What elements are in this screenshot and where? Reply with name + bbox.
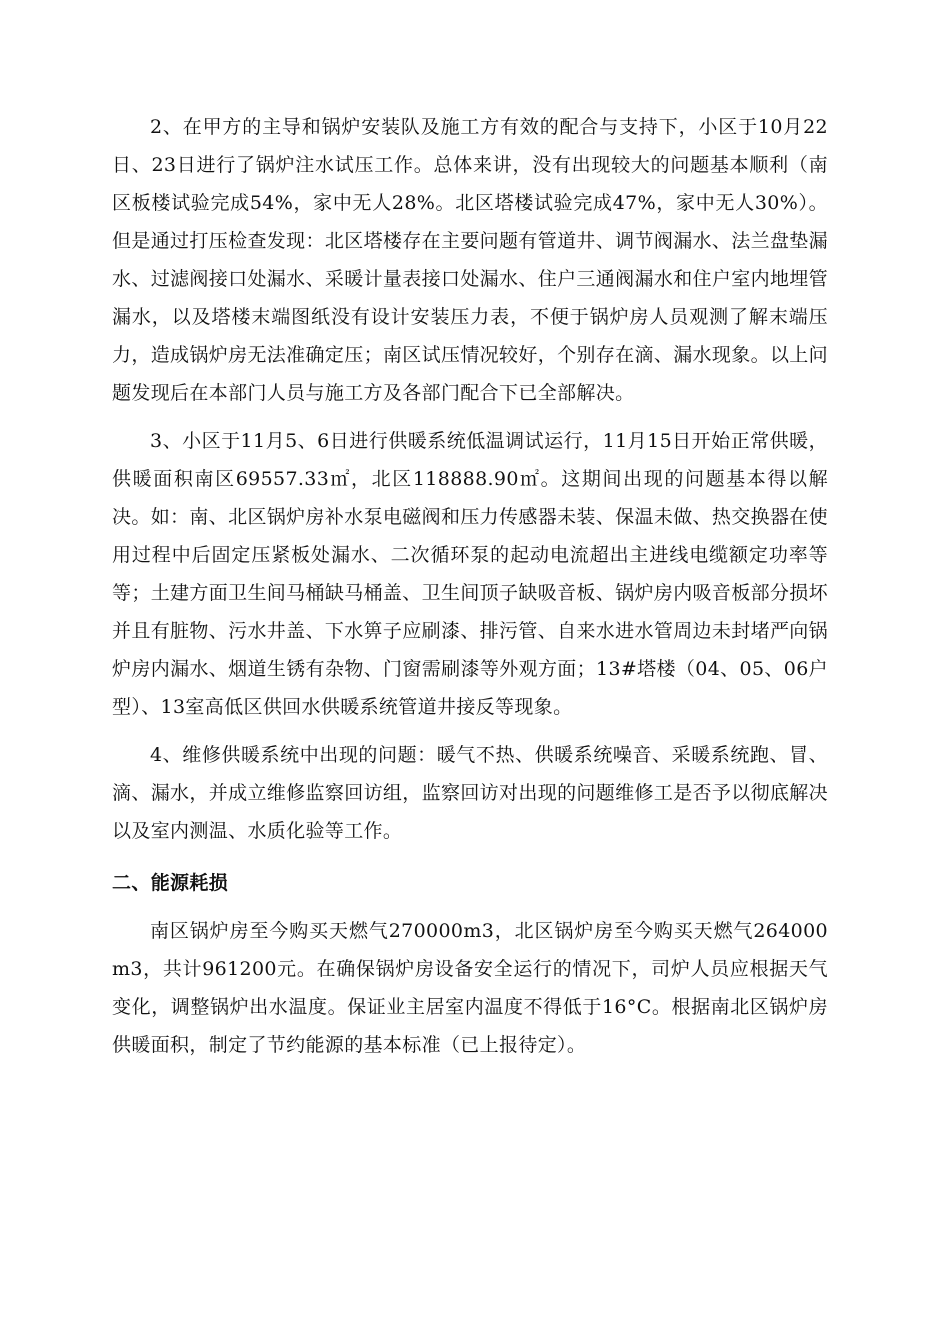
paragraph-item-3: 3、小区于11月5、6日进行供暖系统低温调试运行，11月15日开始正常供暖，供暖面积南区69557.33㎡，北区118888.90㎡。这期间出现的问题基本得以解决。如：南、北区锅炉房补水泵电磁阀和压力传感器未装、保温未做、热交换器在使用过程中后固定压紧板处漏水、二次循环泵的起动电流超出主进线电缆额定功率等等；土建方面卫生间马桶缺马桶盖、卫生间顶子缺吸音板、锅炉房内吸音板部分损坏并且有脏物、污水井盖、下水箅子应刷漆、排污管、自来水进水管周边未封堵严向锅炉房内漏水、烟道生锈有杂物、门窗需刷漆等外观方面；13#塔楼（04、05、06户型）、13室高低区供回水供暖系统管道井接反等现象。 [112,430,828,718]
paragraph-energy: 南区锅炉房至今购买天燃气270000m3，北区锅炉房至今购买天燃气264000m3，共计961200元。在确保锅炉房设备安全运行的情况下，司炉人员应根据天气变化，调整锅炉出水温度。保证业主居室内温度不得低于16°C。根据南北区锅炉房供暖面积，制定了节约能源的基本标准（已上报待定）。 [112,920,828,1056]
document-body [112,108,828,1064]
section-heading-energy: 二、能源耗损 [112,872,229,894]
paragraph-item-4: 4、维修供暖系统中出现的问题：暖气不热、供暖系统噪音、采暖系统跑、冒、滴、漏水，并成立维修监察回访组，监察回访对出现的问题维修工是否予以彻底解决以及室内测温、水质化验等工作。 [112,744,828,842]
paragraph-item-2: 2、在甲方的主导和锅炉安装队及施工方有效的配合与支持下，小区于10月22日、23日进行了锅炉注水试压工作。总体来讲，没有出现较大的问题基本顺利（南区板楼试验完成54%，家中无人28%。北区塔楼试验完成47%，家中无人30%）。但是通过打压检查发现：北区塔楼存在主要问题有管道井、调节阀漏水、法兰盘垫漏水、过滤阀接口处漏水、采暖计量表接口处漏水、住户三通阀漏水和住户室内地埋管漏水，以及塔楼末端图纸没有设计安装压力表，不便于锅炉房人员观测了解末端压力，造成锅炉房无法准确定压；南区试压情况较好，个别存在滴、漏水现象。以上问题发现后在本部门人员与施工方及各部门配合下已全部解决。 [112,116,828,404]
